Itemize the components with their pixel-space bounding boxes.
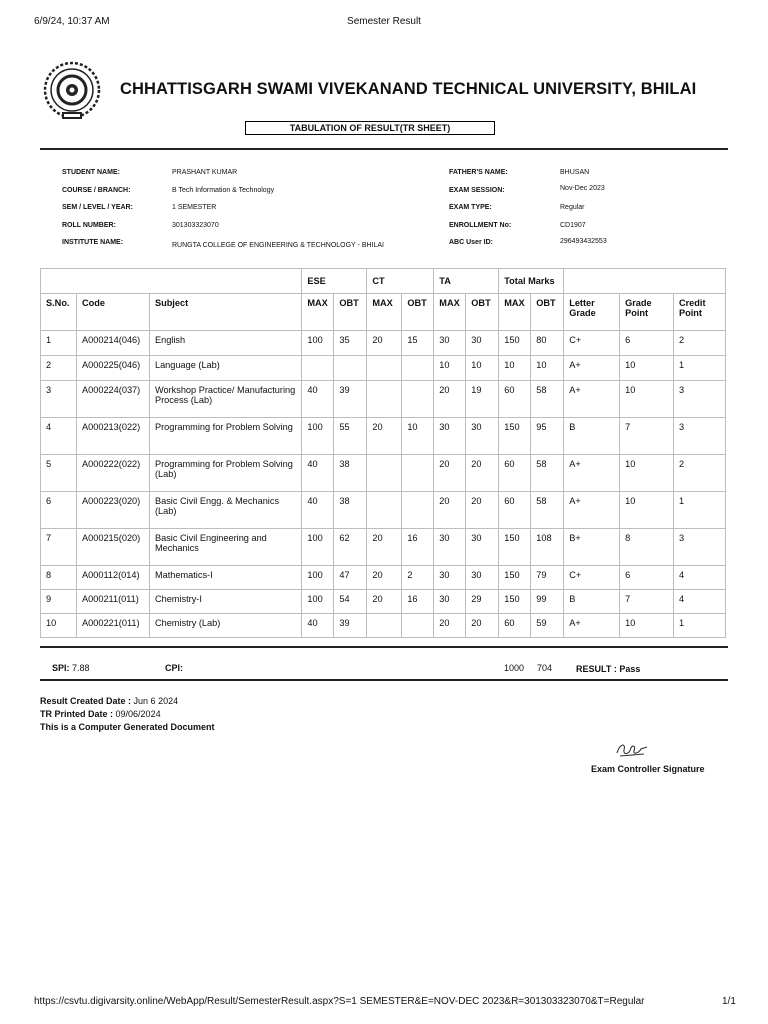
cell-ct-obt: 2 xyxy=(402,566,434,590)
cell-ct-max xyxy=(367,356,402,381)
print-datetime: 6/9/24, 10:37 AM xyxy=(34,16,110,27)
cell-ct-max: 20 xyxy=(367,418,402,455)
table-row xyxy=(41,492,726,529)
cell-code: A000112(014) xyxy=(76,566,149,590)
university-name: CHHATTISGARH SWAMI VIVEKANAND TECHNICAL UNIVERSITY, BHILAI xyxy=(120,80,697,98)
exam-type-label: EXAM TYPE: xyxy=(449,204,492,211)
cell-subject: Basic Civil Engineering and Mechanics xyxy=(149,529,301,566)
sheet-title: TABULATION OF RESULT(TR SHEET) xyxy=(245,121,495,135)
cell-credit-point: 1 xyxy=(673,492,725,529)
col-ct-max: MAX xyxy=(367,294,402,331)
cell-letter-grade: B xyxy=(564,418,620,455)
total-obtained-marks: 704 xyxy=(537,663,553,673)
table-row xyxy=(41,418,726,455)
cell-total-obt: 79 xyxy=(531,566,564,590)
cell-ese-max: 40 xyxy=(302,614,334,638)
cell-total-max: 150 xyxy=(499,529,531,566)
exam-type: Regular xyxy=(560,204,585,211)
sem-label: SEM / LEVEL / YEAR: xyxy=(62,204,133,211)
cell-ese-max: 100 xyxy=(302,590,334,614)
cell-ese-obt: 62 xyxy=(334,529,367,566)
cpi-label: CPI: xyxy=(165,663,183,673)
signature-label: Exam Controller Signature xyxy=(591,764,705,774)
cell-total-max: 60 xyxy=(499,381,531,418)
cell-ta-max: 30 xyxy=(434,529,466,566)
col-ta-max: MAX xyxy=(434,294,466,331)
cell-sno: 9 xyxy=(41,590,77,614)
col-code: Code xyxy=(76,294,149,331)
cell-ese-max: 100 xyxy=(302,331,334,356)
cell-ta-obt: 29 xyxy=(466,590,499,614)
student-name-label: STUDENT NAME: xyxy=(62,169,120,176)
cell-ct-obt: 10 xyxy=(402,418,434,455)
cell-grade-point: 10 xyxy=(620,455,674,492)
print-title: Semester Result xyxy=(347,16,421,27)
cell-ta-obt: 30 xyxy=(466,418,499,455)
cell-ta-obt: 20 xyxy=(466,614,499,638)
cell-code: A000215(020) xyxy=(76,529,149,566)
cell-ta-max: 30 xyxy=(434,590,466,614)
cell-credit-point: 3 xyxy=(673,529,725,566)
cell-ct-obt: 16 xyxy=(402,590,434,614)
table-row xyxy=(41,381,726,418)
cell-grade-point: 10 xyxy=(620,492,674,529)
blank-header-cell xyxy=(41,269,302,294)
cell-ta-max: 20 xyxy=(434,455,466,492)
cell-credit-point: 1 xyxy=(673,356,725,381)
cell-ct-obt xyxy=(402,455,434,492)
cell-grade-point: 7 xyxy=(620,418,674,455)
cell-ct-obt xyxy=(402,614,434,638)
cell-ta-max: 20 xyxy=(434,614,466,638)
cell-ct-max xyxy=(367,492,402,529)
cell-ta-obt: 19 xyxy=(466,381,499,418)
cell-ese-obt: 35 xyxy=(334,331,367,356)
cell-total-obt: 80 xyxy=(531,331,564,356)
cell-ta-obt: 20 xyxy=(466,492,499,529)
cell-total-max: 150 xyxy=(499,418,531,455)
result-table xyxy=(40,268,726,638)
cell-subject: Mathematics-I xyxy=(149,566,301,590)
cell-subject: Chemistry-I xyxy=(149,590,301,614)
cell-letter-grade: A+ xyxy=(564,614,620,638)
cell-credit-point: 4 xyxy=(673,590,725,614)
cell-ct-max xyxy=(367,381,402,418)
cell-ct-max xyxy=(367,455,402,492)
cell-letter-grade: C+ xyxy=(564,566,620,590)
cell-subject: Programming for Problem Solving xyxy=(149,418,301,455)
col-total-obt: OBT xyxy=(531,294,564,331)
cell-grade-point: 10 xyxy=(620,356,674,381)
cell-ese-max: 40 xyxy=(302,381,334,418)
printed-date: 09/06/2024 xyxy=(115,709,161,719)
table-row xyxy=(41,455,726,492)
cell-total-obt: 108 xyxy=(531,529,564,566)
cell-ese-obt xyxy=(334,356,367,381)
cell-ese-max: 40 xyxy=(302,455,334,492)
cell-sno: 7 xyxy=(41,529,77,566)
cell-credit-point: 3 xyxy=(673,418,725,455)
cell-total-obt: 10 xyxy=(531,356,564,381)
cell-ese-max: 100 xyxy=(302,529,334,566)
cell-ese-max: 100 xyxy=(302,566,334,590)
cell-total-obt: 58 xyxy=(531,381,564,418)
created-label: Result Created Date : xyxy=(40,696,132,706)
cell-total-max: 150 xyxy=(499,566,531,590)
table-row xyxy=(41,529,726,566)
roll-number: 301303323070 xyxy=(172,222,219,229)
cell-ct-obt xyxy=(402,356,434,381)
table-row xyxy=(41,356,726,381)
blank-header-cell xyxy=(564,269,726,294)
col-ta-obt: OBT xyxy=(466,294,499,331)
institute-name: RUNGTA COLLEGE OF ENGINEERING & TECHNOLOGY - BHILAI xyxy=(172,242,384,249)
computer-generated-note: This is a Computer Generated Document xyxy=(40,722,215,732)
cell-code: A000211(011) xyxy=(76,590,149,614)
cell-subject: Chemistry (Lab) xyxy=(149,614,301,638)
cell-sno: 10 xyxy=(41,614,77,638)
cell-ct-obt xyxy=(402,381,434,418)
cell-sno: 1 xyxy=(41,331,77,356)
spi-label: SPI: xyxy=(52,663,70,673)
cell-total-max: 60 xyxy=(499,492,531,529)
cell-ct-obt xyxy=(402,492,434,529)
abc-user-id: 296493432553 xyxy=(560,238,607,245)
cell-ta-obt: 30 xyxy=(466,331,499,356)
cell-code: A000223(020) xyxy=(76,492,149,529)
cell-sno: 3 xyxy=(41,381,77,418)
result-created xyxy=(40,696,178,706)
col-ese-obt: OBT xyxy=(334,294,367,331)
handwritten-signature-icon xyxy=(614,740,650,760)
session-label: EXAM SESSION: xyxy=(449,187,505,194)
cell-ct-max: 20 xyxy=(367,590,402,614)
cell-sno: 6 xyxy=(41,492,77,529)
course: B Tech Information & Technology xyxy=(172,187,275,194)
student-name: PRASHANT KUMAR xyxy=(172,169,238,176)
total-group-header: Total Marks xyxy=(499,269,564,294)
cell-letter-grade: A+ xyxy=(564,381,620,418)
cell-total-obt: 58 xyxy=(531,455,564,492)
father-name: BHUSAN xyxy=(560,169,590,176)
cell-letter-grade: A+ xyxy=(564,492,620,529)
cell-ct-max: 20 xyxy=(367,331,402,356)
printed-label: TR Printed Date : xyxy=(40,709,114,719)
table-row xyxy=(41,590,726,614)
total-max-marks: 1000 xyxy=(504,663,525,673)
table-row xyxy=(41,566,726,590)
cell-subject: Basic Civil Engg. & Mechanics (Lab) xyxy=(149,492,301,529)
cell-letter-grade: A+ xyxy=(564,356,620,381)
cell-grade-point: 7 xyxy=(620,590,674,614)
cell-letter-grade: A+ xyxy=(564,455,620,492)
cell-credit-point: 4 xyxy=(673,566,725,590)
cell-subject: Language (Lab) xyxy=(149,356,301,381)
exam-session: Nov-Dec 2023 xyxy=(560,185,605,192)
cell-total-max: 150 xyxy=(499,590,531,614)
roll-label: ROLL NUMBER: xyxy=(62,222,116,229)
cell-ta-obt: 30 xyxy=(466,566,499,590)
cell-ta-max: 30 xyxy=(434,418,466,455)
table-row xyxy=(41,614,726,638)
page-number: 1/1 xyxy=(722,996,736,1007)
ta-group-header: TA xyxy=(434,269,499,294)
sem: 1 SEMESTER xyxy=(172,204,217,211)
col-ct-obt: OBT xyxy=(402,294,434,331)
cell-total-obt: 99 xyxy=(531,590,564,614)
cell-ta-max: 30 xyxy=(434,331,466,356)
enroll-label: ENROLLMENT No: xyxy=(449,222,512,229)
cell-ese-obt: 39 xyxy=(334,381,367,418)
header-divider xyxy=(40,148,728,150)
cell-ct-max xyxy=(367,614,402,638)
tr-printed xyxy=(40,709,161,719)
col-credit-point: Credit Point xyxy=(673,294,725,331)
cell-ct-max: 20 xyxy=(367,566,402,590)
cell-grade-point: 6 xyxy=(620,566,674,590)
cell-code: A000222(022) xyxy=(76,455,149,492)
cell-letter-grade: B xyxy=(564,590,620,614)
cell-credit-point: 2 xyxy=(673,331,725,356)
cell-credit-point: 2 xyxy=(673,455,725,492)
cell-ta-max: 10 xyxy=(434,356,466,381)
cell-ct-max: 20 xyxy=(367,529,402,566)
col-total-max: MAX xyxy=(499,294,531,331)
result-status: RESULT : Pass xyxy=(576,664,641,674)
cell-code: A000213(022) xyxy=(76,418,149,455)
ct-group-header: CT xyxy=(367,269,434,294)
cell-ta-obt: 30 xyxy=(466,529,499,566)
cell-subject: Workshop Practice/ Manufacturing Process (Lab) xyxy=(149,381,301,418)
ese-group-header: ESE xyxy=(302,269,367,294)
cell-sno: 4 xyxy=(41,418,77,455)
university-seal-icon xyxy=(40,60,104,124)
col-grade-point: Grade Point xyxy=(620,294,674,331)
cell-ta-obt: 10 xyxy=(466,356,499,381)
cell-total-max: 10 xyxy=(499,356,531,381)
cell-grade-point: 6 xyxy=(620,331,674,356)
cell-total-obt: 59 xyxy=(531,614,564,638)
cell-ct-obt: 16 xyxy=(402,529,434,566)
cell-ese-obt: 54 xyxy=(334,590,367,614)
cell-grade-point: 10 xyxy=(620,614,674,638)
cell-letter-grade: B+ xyxy=(564,529,620,566)
cell-code: A000225(046) xyxy=(76,356,149,381)
cell-total-obt: 58 xyxy=(531,492,564,529)
print-url: https://csvtu.digivarsity.online/WebApp/Result/SemesterResult.aspx?S=1 SEMESTER&E=NOV-DEC 2023&R=301303323070&T=Regular xyxy=(34,996,645,1007)
summary-bottom-divider xyxy=(40,679,728,681)
enrollment-number: CD1907 xyxy=(560,222,586,229)
cell-credit-point: 1 xyxy=(673,614,725,638)
cell-code: A000221(011) xyxy=(76,614,149,638)
col-subject: Subject xyxy=(149,294,301,331)
table-row xyxy=(41,331,726,356)
col-sno: S.No. xyxy=(41,294,77,331)
cell-ct-obt: 15 xyxy=(402,331,434,356)
col-letter-grade: Letter Grade xyxy=(564,294,620,331)
cell-credit-point: 3 xyxy=(673,381,725,418)
spi-value: 7.88 xyxy=(72,663,90,673)
cell-ese-obt: 55 xyxy=(334,418,367,455)
cell-ta-max: 30 xyxy=(434,566,466,590)
cell-ta-obt: 20 xyxy=(466,455,499,492)
course-label: COURSE / BRANCH: xyxy=(62,187,131,194)
cell-subject: English xyxy=(149,331,301,356)
cell-total-max: 60 xyxy=(499,455,531,492)
cell-ese-obt: 38 xyxy=(334,455,367,492)
print-header xyxy=(34,16,734,30)
summary-top-divider xyxy=(40,646,728,648)
cell-ese-max: 40 xyxy=(302,492,334,529)
result-table-body xyxy=(41,331,726,638)
col-ese-max: MAX xyxy=(302,294,334,331)
cell-code: A000214(046) xyxy=(76,331,149,356)
abc-label: ABC User ID: xyxy=(449,239,493,246)
cell-ese-max xyxy=(302,356,334,381)
cell-total-max: 150 xyxy=(499,331,531,356)
cell-sno: 8 xyxy=(41,566,77,590)
cell-ese-obt: 47 xyxy=(334,566,367,590)
cell-sno: 2 xyxy=(41,356,77,381)
cell-ese-obt: 39 xyxy=(334,614,367,638)
cell-letter-grade: C+ xyxy=(564,331,620,356)
cell-ta-max: 20 xyxy=(434,492,466,529)
cell-grade-point: 8 xyxy=(620,529,674,566)
cell-ta-max: 20 xyxy=(434,381,466,418)
cell-grade-point: 10 xyxy=(620,381,674,418)
cell-total-max: 60 xyxy=(499,614,531,638)
cell-subject: Programming for Problem Solving (Lab) xyxy=(149,455,301,492)
created-date: Jun 6 2024 xyxy=(133,696,179,706)
cell-sno: 5 xyxy=(41,455,77,492)
cell-ese-obt: 38 xyxy=(334,492,367,529)
cell-code: A000224(037) xyxy=(76,381,149,418)
institute-label: INSTITUTE NAME: xyxy=(62,239,124,246)
father-label: FATHER'S NAME: xyxy=(449,169,508,176)
cell-ese-max: 100 xyxy=(302,418,334,455)
cell-total-obt: 95 xyxy=(531,418,564,455)
